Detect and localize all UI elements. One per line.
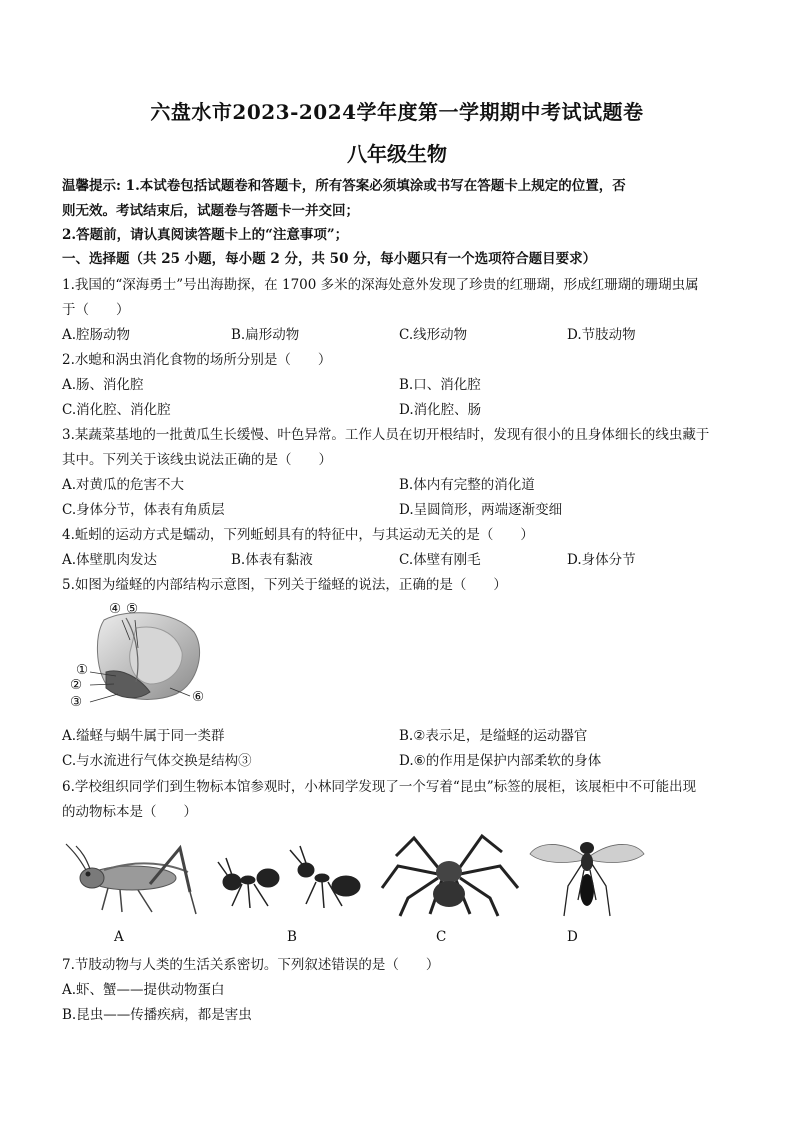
q2-option-c: C.消化腔、消化腔 — [62, 402, 171, 418]
q6-label-c: C — [436, 929, 447, 945]
q6-stem-cont: 的动物标本是（ ） — [62, 804, 197, 820]
spider-image — [378, 826, 523, 921]
notice-line-1: 温馨提示: 1.本试卷包括试题卷和答题卡，所有答案必须填涂或书写在答题卡上规定的位置，否 — [62, 178, 626, 194]
q2-option-a: A.肠、消化腔 — [62, 377, 144, 393]
q4-option-c: C.体壁有刚毛 — [399, 552, 481, 568]
q3-stem-cont: 其中。下列关于该线虫说法正确的是（ ） — [62, 452, 332, 468]
q1-option-a: A.腔肠动物 — [62, 327, 131, 343]
q1-stem-cont: 于（ ） — [62, 302, 130, 318]
q4-option-a: A.体壁肌肉发达 — [62, 552, 158, 568]
q3-option-d: D.呈圆筒形，两端逐渐变细 — [399, 502, 563, 518]
q5-option-c: C.与水流进行气体交换是结构③ — [62, 753, 252, 769]
q6-label-d: D — [567, 929, 578, 945]
q6-label-a: A — [114, 929, 124, 945]
q3-stem: 3.某蔬菜基地的一批黄瓜生长缓慢、叶色异常。工作人员在切开根结时，发现有很小的且身体细长的线虫藏于 — [62, 427, 710, 443]
clam-label-1: ① — [76, 662, 89, 678]
q5-option-b: B.②表示足，是缢蛏的运动器官 — [399, 728, 588, 744]
ants-image — [210, 840, 380, 920]
q4-stem: 4.蚯蚓的运动方式是蠕动，下列蚯蚓具有的特征中，与其运动无关的是（ ） — [62, 527, 534, 543]
q3-option-b: B.体内有完整的消化道 — [399, 477, 535, 493]
q1-option-b: B.扁形动物 — [231, 327, 300, 343]
clam-label-6: ⑥ — [192, 689, 205, 705]
q5-stem: 5.如图为缢蛏的内部结构示意图，下列关于缢蛏的说法，正确的是（ ） — [62, 577, 507, 593]
q7-stem: 7.节肢动物与人类的生活关系密切。下列叙述错误的是（ ） — [62, 957, 440, 973]
section-heading: 一、选择题（共 25 小题，每小题 2 分，共 50 分，每小题只有一个选项符合题目要求） — [62, 251, 597, 267]
notice-line-3: 2.答题前，请认真阅读答题卡上的“注意事项”； — [62, 227, 349, 243]
q2-option-d: D.消化腔、肠 — [399, 402, 482, 418]
grasshopper-image — [64, 832, 204, 922]
q6-label-b: B — [287, 929, 297, 945]
q7-option-b: B.昆虫——传播疾病，都是害虫 — [62, 1007, 252, 1023]
q4-option-b: B.体表有黏液 — [231, 552, 313, 568]
q2-option-b: B.口、消化腔 — [399, 377, 481, 393]
clam-label-4: ④ — [109, 601, 122, 617]
q2-stem: 2.水螅和涡虫消化食物的场所分别是（ ） — [62, 352, 332, 368]
clam-label-2: ② — [70, 677, 83, 693]
q1-stem: 1.我国的“深海勇士”号出海勘探，在 1700 多米的深海处意外发现了珍贵的红珊瑚，形成红珊瑚的珊瑚虫属 — [62, 277, 699, 293]
q7-option-a: A.虾、蟹——提供动物蛋白 — [62, 982, 225, 998]
exam-title: 六盘水市2023-2024学年度第一学期期中考试试题卷 — [150, 100, 644, 124]
wasp-image — [528, 830, 648, 920]
exam-subtitle: 八年级生物 — [347, 142, 447, 166]
q3-option-c: C.身体分节，体表有角质层 — [62, 502, 225, 518]
clam-label-3: ③ — [70, 694, 83, 710]
q1-option-d: D.节肢动物 — [567, 327, 636, 343]
q6-stem: 6.学校组织同学们到生物标本馆参观时，小林同学发现了一个写着“昆虫”标签的展柜，该展柜中不可能出现 — [62, 779, 697, 795]
q1-option-c: C.线形动物 — [399, 327, 468, 343]
q4-option-d: D.身体分节 — [567, 552, 636, 568]
q3-option-a: A.对黄瓜的危害不大 — [62, 477, 185, 493]
clam-label-5: ⑤ — [126, 601, 139, 617]
q5-option-a: A.缢蛏与蜗牛属于同一类群 — [62, 728, 225, 744]
q5-option-d: D.⑥的作用是保护内部柔软的身体 — [399, 753, 602, 769]
notice-line-2: 则无效。考试结束后，试题卷与答题卡一并交回； — [62, 203, 359, 219]
